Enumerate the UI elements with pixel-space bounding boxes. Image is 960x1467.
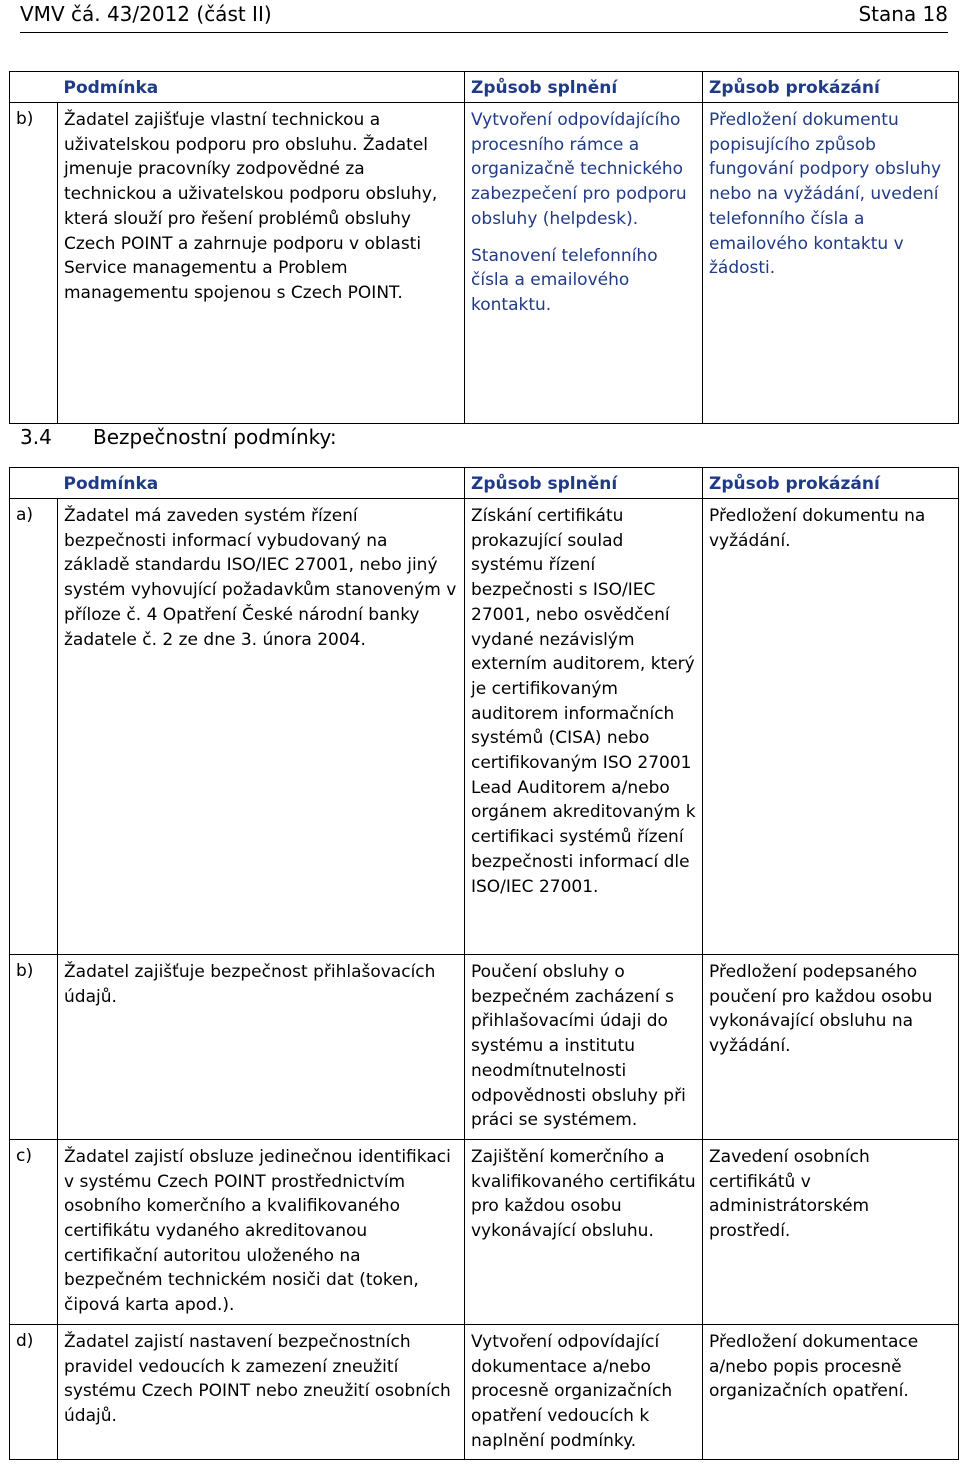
table-header-row [10,72,959,103]
section-heading [20,425,337,449]
row-fulfillment: Vytvoření odpovídající dokumentace a/nebo procesně organizačních opatření vedoucích k naplnění podmínky. [465,1324,703,1460]
section-title: Bezpečnostní podmínky: [93,425,337,449]
row-fulfillment: Zajištění komerčního a kvalifikovaného certifikátu pro každou osobu vykonávající obsluhu. [465,1139,703,1324]
row-label: d) [10,1324,58,1460]
row-condition: Žadatel zajistí nastavení bezpečnostních pravidel vedoucích k zamezení zneužití systému Czech POINT nebo zneužití osobních údajů. [58,1324,465,1460]
row-label: b) [10,103,58,424]
row-condition: Žadatel zajišťuje vlastní technickou a uživatelskou podporu pro obsluhu. Žadatel jmenuje pracovníky zodpovědné za technickou a uživatelskou podporu obsluhy, která slouží pro řešení problémů obsluhy Czech POINT a zahrnuje podporu v oblasti Service managementu a Problem managementu spojenou s Czech POINT. [58,103,465,424]
journal-title: VMV čá. 43/2012 (část II) [20,2,272,26]
fulfillment-text: Vytvoření odpovídajícího procesního rámce a organizačně technického zabezpečení pro podporu obsluhy (helpdesk). [471,110,687,229]
row-proof: Předložení dokumentu popisujícího způsob fungování podpory obsluhy nebo na vyžádání, uvedení telefonního čísla a emailového kontaktu v žádosti. [703,103,959,424]
row-condition: Žadatel zajistí obsluze jedinečnou identifikaci v systému Czech POINT prostřednictvím osobního komerčního a kvalifikovaného certifikátu vydaného akreditovanou certifikační autoritou uloženého na bezpečném technickém nosiči dat (token, čipová karta apod.). [58,1139,465,1324]
row-fulfillment [465,103,703,424]
row-proof: Zavedení osobních certifikátů v administrátorském prostředí. [703,1139,959,1324]
header-fulfillment: Způsob splnění [465,468,703,499]
fulfillment-text-2: Stanovení telefonního čísla a emailového kontaktu. [471,245,658,315]
row-label: c) [10,1139,58,1324]
row-proof: Předložení dokumentace a/nebo popis procesně organizačních opatření. [703,1324,959,1460]
row-proof: Předložení dokumentu na vyžádání. [703,499,959,955]
header-condition: Podmínka [58,468,465,499]
header-proof: Způsob prokázání [703,72,959,103]
table-row [10,103,959,424]
row-label: b) [10,955,58,1140]
table-row [10,1139,959,1324]
security-table [9,467,959,1460]
row-condition: Žadatel má zaveden systém řízení bezpečnosti informací vybudovaný na základě standardu ISO/IEC 27001, nebo jiný systém vyhovující požadavkům stanoveným v příloze č. 4 Opatření České národní banky žadatele č. 2 ze dne 3. února 2004. [58,499,465,955]
support-table [9,71,959,424]
section-number: 3.4 [20,425,52,449]
header-blank [10,72,58,103]
page-number: Stana 18 [858,2,948,26]
table-row [10,1324,959,1460]
header-proof: Způsob prokázání [703,468,959,499]
header-condition: Podmínka [58,72,465,103]
table-row [10,499,959,955]
row-fulfillment: Získání certifikátu prokazující soulad systému řízení bezpečnosti s ISO/IEC 27001, nebo osvědčení vydané nezávislým externím auditorem, který je certifikovaným auditorem informačních systémů (CISA) nebo certifikovaným ISO 27001 Lead Auditorem a/nebo orgánem akreditovaným k certifikaci systémů řízení bezpečnosti informací dle ISO/IEC 27001. [465,499,703,955]
header-blank [10,468,58,499]
table-row [10,955,959,1140]
table-header-row [10,468,959,499]
row-fulfillment: Poučení obsluhy o bezpečném zacházení s přihlašovacími údaji do systému a institutu neodmítnutelnosti odpovědnosti obsluhy při práci se systémem. [465,955,703,1140]
page-header [20,0,948,33]
row-proof: Předložení podepsaného poučení pro každou osobu vykonávající obsluhu na vyžádání. [703,955,959,1140]
row-condition: Žadatel zajišťuje bezpečnost přihlašovacích údajů. [58,955,465,1140]
header-fulfillment: Způsob splnění [465,72,703,103]
row-label: a) [10,499,58,955]
